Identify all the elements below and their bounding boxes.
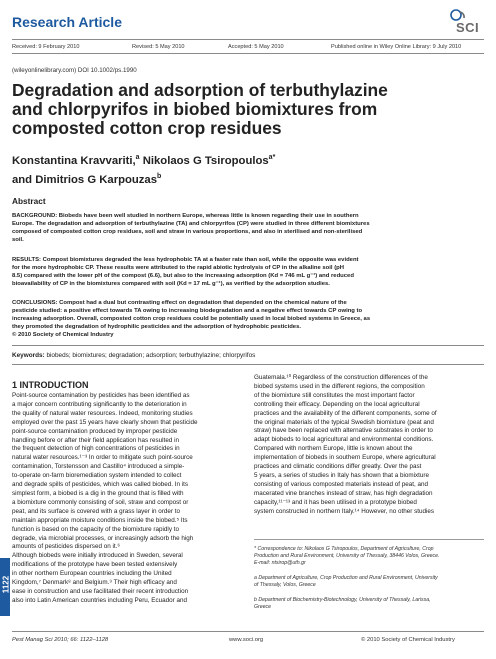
abstract-line: Europe. The degradation and adsorption of terbuthylazine (TA) and chlorpyrifos (CP) were studied in three different biomixtures (12, 220, 370, 227)
abstract-line: they promoted the degradation of hydrophilic pesticides and the adsorption of hydrophobic pesticides. (12, 323, 301, 330)
abstract-line: soil. (12, 236, 24, 243)
abstract-line: bioavailability of CP in the biomixtures compared with soil (Kd = 17 mL g⁻¹), as verified by the adsorption studies. (12, 280, 330, 287)
body-line: the quality of natural water resources. Indeed, monitoring studies (12, 409, 193, 417)
body-line: peat, and its surface is covered with a grass layer in order to (12, 507, 180, 515)
body-line: contamination, Torstensson and Castillo⁴ introduced a simple- (12, 463, 185, 471)
abstract-line: RESULTS: Compost biomixtures degraded the less hydrophobic TA at a faster rate than soil, while the opposite was evident (12, 257, 359, 263)
abstract-line: increasing adsorption. Overall, composted cotton crop residues could be potentially used in local biobed systems in Greece, as (12, 315, 371, 322)
body-line: simplest form, a biobed is a dig in the ground that is filled with (12, 489, 184, 497)
body-line: Kingdom,⁷ Denmark⁸ and Belgium.⁹ Their high efficacy and (12, 579, 177, 587)
body-line: maintain appropriate moisture conditions inside the biobed.⁵ Its (12, 516, 188, 524)
abstract-line: © 2010 Society of Chemical Industry (12, 331, 114, 338)
abstract-conclusions (12, 300, 484, 340)
abstract-line: CONCLUSIONS: Compost had a dual but contrasting effect on degradation that depended on the chemical nature of the (12, 300, 347, 306)
body-line: employed over the past 15 years have clearly shown that pesticide (12, 418, 198, 426)
body-line: adapt biobeds to local agricultural and environmental conditions. (254, 436, 434, 444)
abstract-heading: Abstract (12, 196, 46, 206)
keywords-rule-top (12, 345, 484, 346)
title-line: composted cotton crop residues (12, 118, 282, 138)
abstract-line: 8.5) compared with the lower pH of the compost (6.6), but also to the increasing adsorption (Kd = 746 mL g⁻¹) and reduced (12, 272, 354, 279)
accepted-date: Accepted: 5 May 2010 (228, 44, 284, 50)
body-line: of the biomixture still constitutes the most important factor (254, 391, 415, 399)
footnote-line: * Correspondence to: Nikolaos G Tsiropoulos, Department of Agriculture, Crop (254, 546, 434, 552)
body-line: Point-source contamination by pesticides has been identified as (12, 392, 190, 399)
right-column (254, 374, 484, 517)
body-line: to-operate on-farm bioremediation system intended to collect (12, 472, 182, 480)
abstract-line: composed of composted cotton crop residues, soil and straw in various proportions, and also in sterilised and non-sterilised (12, 228, 363, 235)
author-line (12, 150, 275, 169)
journal-citation: Pest Manag Sci 2010; 66: 1122–1128 (12, 637, 109, 643)
body-line: practices and the availability of the different components, some of (254, 409, 437, 417)
keywords-rule-bottom (12, 364, 484, 365)
body-line: a major concern contributing significantly to the deterioration in (12, 400, 187, 408)
title-line: and chlorpyrifos in biobed biomixtures from (12, 99, 378, 119)
body-line: function is based on the capacity of the biomixture rapidly to (12, 525, 179, 533)
body-line: consisting of various composted materials instead of peat, and (254, 480, 428, 488)
body-line: point-source contamination produced by improper pesticide (12, 427, 178, 435)
header-rule (12, 39, 484, 40)
dates-rule (12, 53, 484, 54)
body-line: and degrade spills of pesticides, which was called biobed. In its (12, 481, 189, 489)
publisher-logo (446, 8, 488, 38)
body-line: Although biobeds were initially introduced in Sweden, several (12, 552, 183, 560)
journal-website[interactable]: www.soci.org (229, 637, 264, 643)
footnote-line: Greece (254, 604, 272, 611)
article-type: Research Article (12, 14, 122, 30)
affiliation-a (254, 575, 484, 589)
left-column (12, 392, 244, 606)
footnote-line: E-mail: ntsirop@uth.gr (254, 560, 306, 567)
keywords-text: biobeds; biomixtures; degradation; adsorption; terbuthylazine; chlorpyrifos (44, 352, 256, 359)
body-line: in other northern European countries including the United (12, 570, 172, 578)
footnote-line: a Department of Agriculture, Crop Production and Rural Environment, University (254, 575, 438, 581)
body-line: capacity,¹¹⁻¹³ and it has been utilised in a prototype biobed (254, 498, 417, 506)
footer-rule (12, 631, 484, 632)
body-line: degrade, via microbial processes, or increasingly adsorb the high (12, 534, 194, 542)
body-line: controlling their efficacy. Depending on the local agricultural (254, 400, 420, 408)
title-line: Degradation and adsorption of terbuthylazine (12, 80, 388, 100)
logo-text: SCI (456, 20, 480, 35)
doi-line: (wileyonlinelibrary.com) DOI 10.1002/ps.1990 (12, 67, 137, 74)
affiliation-mark: b (157, 172, 162, 180)
revised-date: Revised: 5 May 2010 (132, 44, 185, 50)
author-name: Nikolaos G Tsiropoulos (139, 154, 269, 167)
body-line: ease in construction and use facilitated their recent introduction (12, 587, 189, 595)
author-list (12, 150, 275, 188)
body-line: also into Latin American countries including Peru, Ecuador and (12, 596, 188, 604)
body-line: system constructed in northern Italy.¹⁴ However, no other studies (254, 507, 435, 515)
correspondence-footnote (254, 546, 484, 567)
body-line: biobed systems used in the different regions, the composition (254, 382, 425, 390)
body-line: the original materials of the typical Swedish biomixture (peat and (254, 418, 434, 426)
abstract-line: for the more hydrophobic CP. These results were attributed to the rapid abiotic hydrolysis of CP in the alkaline soil (pH (12, 264, 345, 271)
affiliation-mark: a* (268, 154, 276, 161)
body-line: 5 years, a series of studies in Italy has shown that a biomixture (254, 471, 430, 479)
footer-copyright: © 2010 Society of Chemical Industry (361, 637, 455, 643)
abstract-results (12, 257, 484, 289)
body-line: modifications of the prototype have been tested extensively (12, 561, 178, 569)
body-line: macerated vine branches instead of straw, has high degradation (254, 489, 433, 497)
affiliation-mark: a (135, 154, 140, 161)
footnote-line: Production and Rural Environment, University of Thessaly, 38446 Volos, Greece. (254, 553, 440, 560)
body-line: implementation of biobeds in southern Europe, where agricultural (254, 454, 436, 462)
article-title (12, 81, 484, 138)
abstract-line: BACKGROUND: Biobeds have been well studied in northern Europe, whereas little is known regarding their use in southern (12, 213, 359, 219)
body-line: the frequent detection of high concentrations of pesticides in (12, 445, 180, 453)
page-number: 1122 (1, 575, 11, 594)
body-line: practices and climatic conditions differ greatly. Over the past (254, 463, 422, 471)
footnote-line: b Department of Biochemistry-Biotechnology, University of Thessaly, Larissa, (254, 597, 431, 603)
author-name: Konstantina Kravvariti, (12, 154, 136, 167)
abstract-background (12, 213, 484, 245)
affiliation-b (254, 597, 484, 611)
author-line (12, 169, 275, 188)
abstract-line: pesticide studied: a positive effect towards TA owing to increasing biodegradation and a negative effect towards CP owing to (12, 307, 363, 314)
keywords-label: Keywords: (12, 352, 45, 359)
keywords (12, 352, 255, 359)
footnote-rule (254, 539, 484, 540)
body-line: natural water resources.¹⁻³ In order to mitigate such point-source (12, 454, 193, 462)
body-line: Guatemala.¹⁰ Regardless of the construction differences of the (254, 374, 428, 381)
received-date: Received: 9 February 2010 (12, 44, 80, 50)
body-line: a biomixture commonly consisting of soil, straw and compost or (12, 498, 189, 506)
body-line: Compared with northern Europe, little is known about the (254, 445, 413, 453)
published-date: Published online in Wiley Online Library: 9 July 2010 (331, 44, 462, 50)
author-name: and Dimitrios G Karpouzas (12, 173, 158, 186)
footnote-line: of Thessaly, Volos, Greece (254, 582, 316, 589)
section-heading: 1 INTRODUCTION (12, 380, 89, 390)
body-line: amounts of pesticides dispersed on it.⁶ (12, 543, 120, 551)
body-line: straw) have been replaced with alternative substrates in order to (254, 427, 433, 435)
body-line: handling before or after their field application has resulted in (12, 436, 179, 444)
